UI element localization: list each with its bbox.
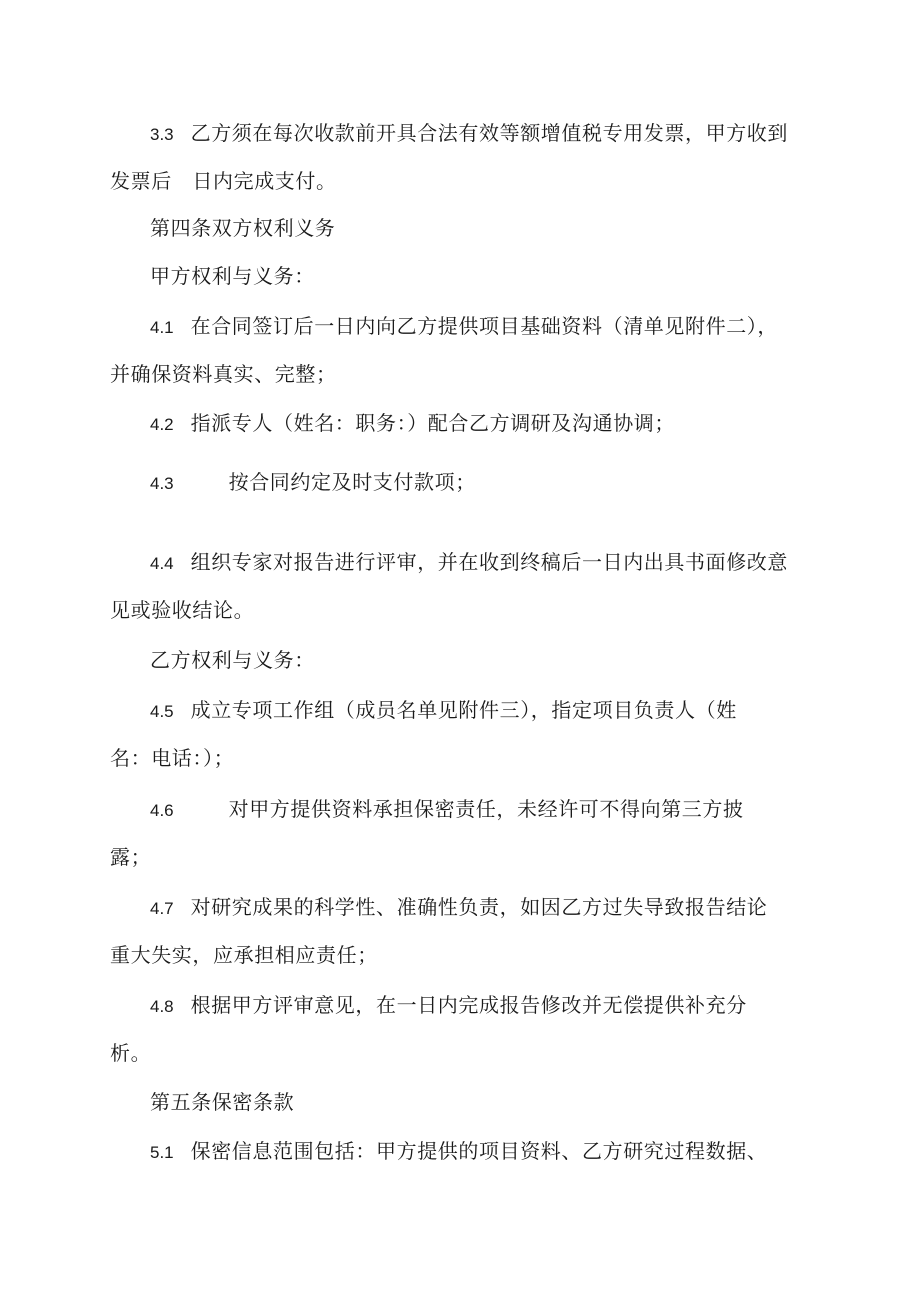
clause-4-5-line-1 [150, 697, 737, 725]
party-b-heading [150, 647, 315, 673]
clause-text: 按合同约定及时支付款项； [228, 470, 476, 494]
clause-text: 发票后 日内完成支付。 [110, 169, 337, 193]
article-4-heading [150, 215, 335, 241]
clause-text: 在合同签订后一日内向乙方提供项目基础资料（清单见附件二）， [190, 314, 779, 338]
clause-4-8-line-2 [110, 1040, 151, 1066]
clause-text: 乙方须在每次收款前开具合法有效等额增值税专用发票，甲方收到 [190, 121, 789, 145]
article-title: 第五条保密条款 [150, 1090, 295, 1114]
clause-text: 组织专家对报告进行评审，并在收到终稿后一日内出具书面修改意 [190, 550, 789, 574]
clause-4-4-line-1 [150, 549, 788, 577]
clause-number: 4.2 [150, 415, 174, 434]
clause-4-2 [150, 410, 675, 438]
clause-4-7-line-2 [110, 942, 378, 968]
clause-text: 析。 [110, 1041, 152, 1065]
clause-4-1-line-1 [150, 313, 778, 341]
article-title: 第四条双方权利义务 [150, 216, 336, 240]
clause-4-7-line-1 [150, 894, 767, 922]
section-title: 乙方权利与义务： [150, 648, 315, 672]
clause-number: 4.8 [150, 997, 174, 1016]
clause-number: 3.3 [150, 125, 174, 144]
party-a-heading [150, 263, 315, 289]
clause-text: 并确保资料真实、完整； [110, 362, 337, 386]
clause-text: 见或验收结论。 [110, 598, 255, 622]
clause-text: 重大失实，应承担相应责任； [110, 943, 378, 967]
clause-text: 对研究成果的科学性、准确性负责，如因乙方过失导致报告结论 [190, 895, 768, 919]
clause-3-3-line-2 [110, 168, 337, 194]
clause-text: 指派专人（姓名：职务：）配合乙方调研及沟通协调； [190, 411, 676, 435]
clause-number: 4.4 [150, 554, 174, 573]
clause-number: 4.7 [150, 899, 174, 918]
clause-text: 名：电话：）； [110, 746, 235, 770]
clause-text: 露； [110, 845, 152, 869]
clause-text: 保密信息范围包括：甲方提供的项目资料、乙方研究过程数据、 [190, 1139, 768, 1163]
clause-5-1-line-1 [150, 1138, 767, 1166]
article-5-heading [150, 1089, 294, 1115]
clause-4-8-line-1 [150, 992, 747, 1020]
clause-4-6-line-2 [110, 844, 151, 870]
clause-text: 根据甲方评审意见，在一日内完成报告修改并无偿提供补充分 [190, 993, 747, 1017]
clause-text: 对甲方提供资料承担保密责任，未经许可不得向第三方披 [228, 797, 744, 821]
clause-4-3 [150, 469, 476, 497]
clause-4-4-line-2 [110, 597, 254, 623]
section-title: 甲方权利与义务： [150, 264, 315, 288]
clause-4-1-line-2 [110, 361, 337, 387]
clause-number: 4.3 [150, 474, 174, 493]
clause-4-6-line-1 [150, 796, 744, 824]
clause-3-3-line-1 [150, 120, 788, 148]
clause-number: 4.6 [150, 801, 174, 820]
clause-number: 4.5 [150, 702, 174, 721]
clause-number: 4.1 [150, 318, 174, 337]
clause-number: 5.1 [150, 1143, 174, 1162]
clause-4-5-line-2 [110, 745, 234, 771]
clause-text: 成立专项工作组（成员名单见附件三），指定项目负责人（姓 [190, 698, 737, 722]
